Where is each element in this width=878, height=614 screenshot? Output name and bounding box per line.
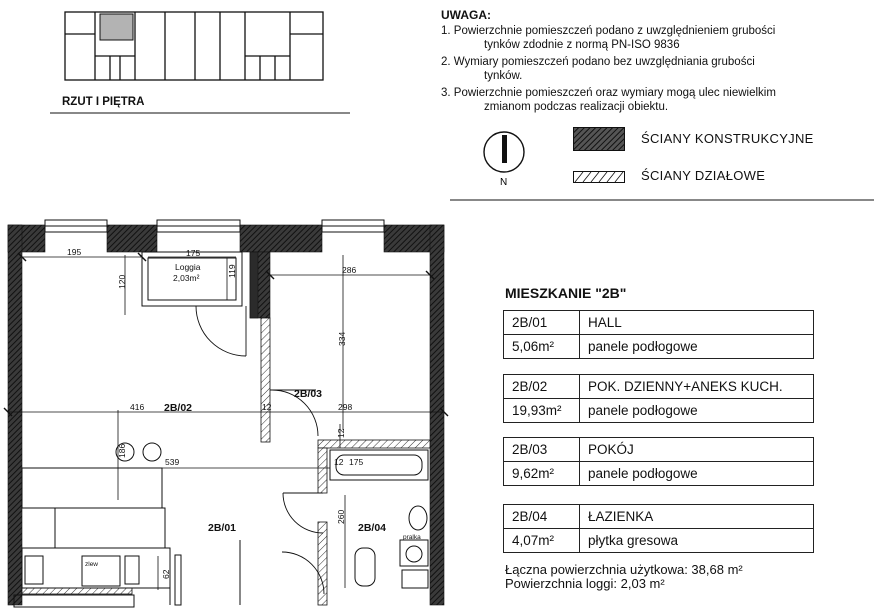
keyplan-label: RZUT I PIĘTRA [62,96,145,108]
room-name: POK. DZIENNY+ANEKS KUCH. [580,375,814,399]
legend-partition-swatch [573,165,625,189]
room-label-2B-02: 2B/02 [164,402,193,414]
room-table-2B-01 [503,310,814,359]
legend-partition-label: ŚCIANY DZIAŁOWE [641,168,766,183]
dim-12a: 12 [262,402,272,412]
room-table-2B-03 [503,437,814,486]
room-name: POKÓJ [580,438,814,462]
note-2-line2: tynków. [484,70,523,82]
loggia-area-summary: Powierzchnia loggi: 2,03 m² [505,576,665,591]
kitchen-counter [22,468,162,508]
note-1-line1: 1. Powierzchnie pomieszczeń podano z uwzględnieniem grubości [441,25,776,37]
loggia-name: Loggia [175,262,201,272]
note-3-line2: zmianom podczas realizacji obiektu. [484,101,669,113]
room-finish: panele podłogowe [580,335,814,359]
room-code: 2B/04 [504,505,580,529]
kitchen-island [55,508,165,548]
room-code: 2B/01 [504,311,580,335]
floor-plan [0,205,450,613]
room-area: 9,62m² [504,462,580,486]
room-label-2B-03: 2B/03 [294,388,323,400]
dim-416: 416 [130,402,145,412]
note-1 [441,24,871,52]
keyplan-highlight [100,14,133,40]
dim-195: 195 [67,247,82,257]
dim-12c: 12 [334,457,344,467]
stool-2 [143,443,161,461]
fixture-zlew: zlew [85,561,99,568]
partition-walls [22,318,430,605]
room-code: 2B/02 [504,375,580,399]
loggia-area: 2,03m² [173,273,200,283]
room-area: 19,93m² [504,399,580,423]
room-table-2B-04 [503,504,814,553]
note-2-line1: 2. Wymiary pomieszczeń podano bez uwzględniania grubości [441,56,755,68]
legend-structural-swatch [573,127,625,151]
windows [45,220,384,232]
room-table-2B-02 [503,374,814,423]
notes-title: UWAGA: [441,8,491,22]
dim-175a: 175 [186,248,201,258]
dim-260: 260 [336,509,346,524]
dim-186: 186 [117,443,127,458]
room-area: 4,07m² [504,529,580,553]
room-area: 5,06m² [504,335,580,359]
room-finish: panele podłogowe [580,399,814,423]
room-finish: płytka gresowa [580,529,814,553]
toilet [355,548,375,586]
total-usable-area: Łączna powierzchnia użytkowa: 38,68 m² [505,562,743,577]
note-3-line1: 3. Powierzchnie pomieszczeń oraz wymiary mogą ulec niewielkim [441,87,776,99]
dim-119: 119 [227,264,237,278]
key-plan [0,0,360,120]
room-name: HALL [580,311,814,335]
dim-175b: 175 [349,457,364,467]
dim-539: 539 [165,457,180,467]
kitchen-base [22,548,170,588]
note-1-line2: tynków zdodnie z normą PN-ISO 9836 [484,39,680,51]
legend-structural-label: ŚCIANY KONSTRUKCYJNE [641,131,814,146]
dim-62: 62 [161,569,171,579]
dim-286: 286 [342,265,357,275]
washbasin [409,506,427,530]
room-name: ŁAZIENKA [580,505,814,529]
room-finish: panele podłogowe [580,462,814,486]
room-label-2B-04: 2B/04 [358,522,387,534]
legend-divider [450,198,875,202]
door-swings [196,306,324,594]
dim-298: 298 [338,402,353,412]
apartment-title: MIESZKANIE "2B" [505,285,627,301]
dim-12b: 12 [336,428,346,438]
room-label-2B-01: 2B/01 [208,522,237,534]
fixture-pralka: pralka [403,534,421,541]
note-2 [441,55,871,83]
dim-120: 120 [117,274,127,289]
compass-label: N [500,177,508,188]
compass-icon [475,125,535,190]
note-3 [441,86,871,114]
dim-334: 334 [337,331,347,346]
room-code: 2B/03 [504,438,580,462]
